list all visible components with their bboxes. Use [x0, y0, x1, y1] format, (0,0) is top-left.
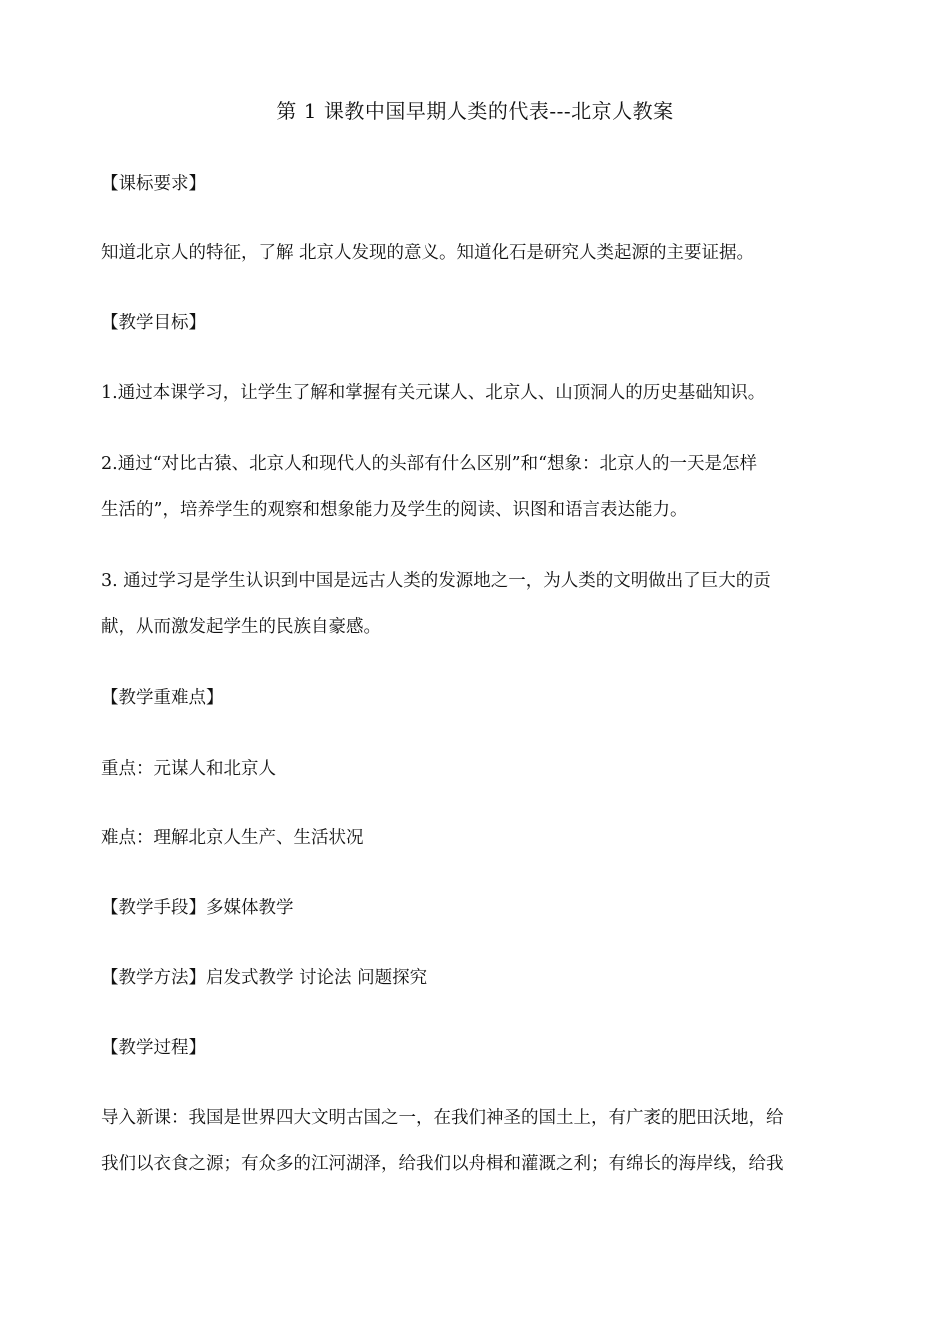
- section-heading-goals: 【教学目标】: [101, 313, 206, 333]
- goal-2-line-2: 生活的”，培养学生的观察和想象能力及学生的阅读、识图和语言表达能力。: [101, 500, 688, 520]
- goal-3-line-1: 3. 通过学习是学生认识到中国是远古人类的发源地之一，为人类的文明做出了巨大的贡: [101, 571, 771, 591]
- section-heading-key-points: 【教学重难点】: [101, 688, 224, 708]
- teaching-methods-text: 【教学方法】启发式教学 讨论法 问题探究: [101, 968, 428, 988]
- teaching-means-text: 【教学手段】多媒体教学: [101, 898, 294, 918]
- curriculum-text: 知道北京人的特征，了解 北京人发现的意义。知道化石是研究人类起源的主要证据。: [101, 243, 755, 263]
- goal-2-line-1: 2.通过“对比古猿、北京人和现代人的头部有什么区别”和“想象：北京人的一天是怎样: [101, 454, 758, 474]
- goal-2-paragraph: [101, 452, 856, 522]
- intro-line-2: 我们以衣食之源；有众多的江河湖泽，给我们以舟楫和灌溉之利；有绵长的海岸线，给我: [101, 1154, 784, 1174]
- goal-3-line-2: 献，从而激发起学生的民族自豪感。: [101, 617, 381, 637]
- intro-line-1: 导入新课：我国是世界四大文明古国之一，在我们神圣的国土上，有广袤的肥田沃地，给: [101, 1108, 784, 1128]
- key-point-text: 重点：元谋人和北京人: [101, 759, 276, 779]
- difficult-point-text: 难点：理解北京人生产、生活状况: [101, 828, 364, 848]
- section-heading-process: 【教学过程】: [101, 1038, 206, 1058]
- intro-paragraph: [101, 1106, 856, 1176]
- goal-3-paragraph: [101, 569, 856, 639]
- goal-1-text: 1.通过本课学习，让学生了解和掌握有关元谋人、北京人、山顶洞人的历史基础知识。: [101, 383, 766, 403]
- section-heading-curriculum: 【课标要求】: [101, 174, 206, 194]
- document-title: 第 1 课教中国早期人类的代表---北京人教案: [276, 99, 674, 123]
